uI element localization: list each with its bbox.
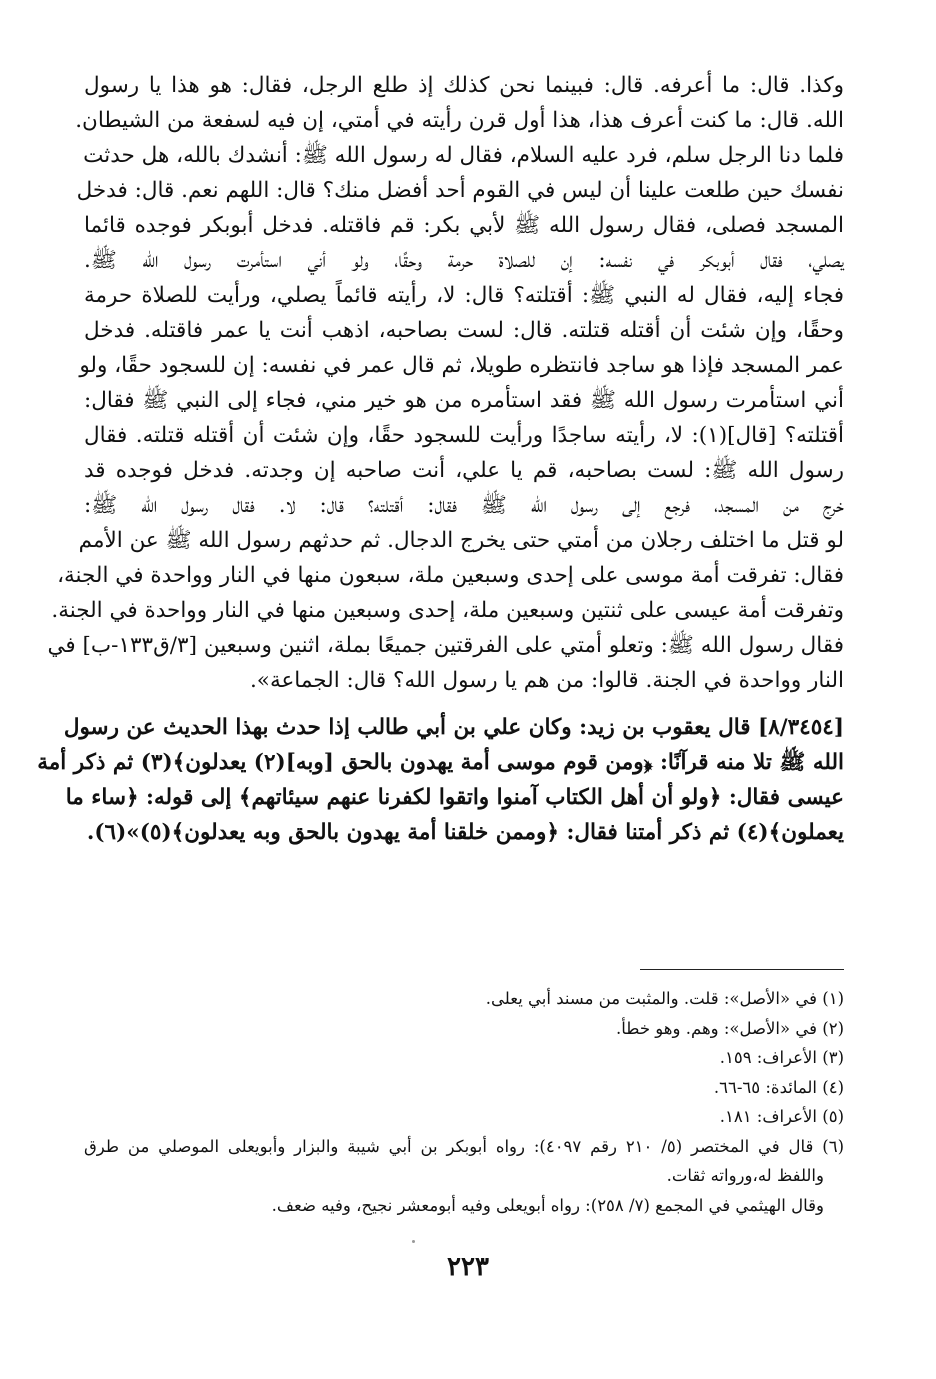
body-text-line: نفسك حين طلعت علينا أن ليس في القوم أحد أفضل منك؟ قال: اللهم نعم. قال: فدخل [76,178,844,203]
hadith-text-line: عيسى فقال: ﴿ولو أن أهل الكتاب آمنوا واتقوا لكفرنا عنهم سيئاتهم﴾ إلى قوله: ﴿ساء ما [65,785,844,810]
body-text-line: يصلي، فقال أبوبكر في نفسه: إن للصلاة حرمة وحقًا، ولو أني استأمرت رسول الله ﷺ. [84,248,844,273]
body-text-line: رسول الله ﷺ: لست بصاحبه، قم يا علي، أنت صاحبه إن وجدته. فدخل فوجده قد [84,458,844,483]
body-text-line: لو قتل ما اختلف رجلان من أمتي حتى يخرج الدجال. ثم حدثهم رسول الله ﷺ عن الأمم [78,528,844,553]
body-text-line: وكذا. قال: ما أعرفه. قال: فبينما نحن كذلك إذ طلع الرجل، فقال: هو هذا يا رسول [84,73,844,98]
footnote-line: وقال الهيثمي في المجمع (٧/ ٢٥٨): رواه أبويعلى وفيه أبومعشر نجيح، وفيه ضعف. [271,1195,824,1215]
body-text-line: النار وواحدة في الجنة. قالوا: من هم يا رسول الله؟ قال: الجماعة». [249,668,844,693]
body-text-line: خرج من المسجد، فرجع إلى رسول الله ﷺ فقال: أقتلته؟ قال: لا. فقال رسول الله ﷺ: [84,493,844,518]
footnote-line: (٤) المائدة: ٦٥-٦٦. [713,1077,844,1097]
body-text-line: أني استأمرت رسول الله ﷺ فقد استأمره من هو خير مني، فجاء إلى النبي ﷺ فقال: [84,388,844,413]
footnote-line: واللفظ له،ورواته ثقات. [666,1166,824,1185]
body-text-line: أقتلته؟ [قال](١): لا، رأيته ساجدًا ورأيت للسجود حقًا، وإن شئت أن أقتله قتلته. فقال [84,423,844,448]
body-text-line: وحقًا، وإن شئت أن أقتله قتلته. قال: لست بصاحبه، اذهب أنت يا عمر فاقتله. فدخل [84,318,844,343]
footnotes [84,984,844,1220]
body-text-line: وتفرقت أمة عيسى على ثنتين وسبعين ملة، إحدى وسبعين منها في النار وواحدة في الجنة. [51,598,844,623]
paragraph-gap [84,698,844,710]
body-text-line: فجاء إليه، فقال له النبي ﷺ: أقتلته؟ قال: لا، رأيته قائماً يصلي، ورأيت للصلاة حرمة [84,283,844,308]
body-text-line: فلما دنا الرجل سلم، فرد عليه السلام، فقال له رسول الله ﷺ: أنشدك بالله، هل حدثت [83,143,844,168]
body-text-line: فقال: تفرقت أمة موسى على إحدى وسبعين ملة، سبعون منها في النار وواحدة في الجنة، [57,563,844,588]
hadith-text-line: يعملون﴾(٤) ثم ذكر أمتنا فقال: ﴿وممن خلقنا أمة يهدون بالحق وبه يعدلون﴾(٥)»(٦). [86,820,844,845]
body-text-line: فقال رسول الله ﷺ: وتعلو أمتي على الفرقتين جميعًا بملة، اثنين وسبعين [٣/ق١٣٣-ب] في [47,633,844,658]
body-text-line: عمر المسجد فإذا هو ساجد فانتظره طويلا، ثم قال عمر في نفسه: إن للسجود حقًا، ولو [79,353,844,378]
scan-speck [412,1240,415,1243]
page-number: ٢٢٣ [447,1252,489,1282]
footnote-line: (١) في «الأصل»: قلت. والمثبت من مسند أبي يعلى. [485,989,844,1008]
footnote-line: (٦) قال في المختصر (٥/ ٢١٠ رقم ٤٠٩٧): رواه أبوبكر بن أبي شيبة والبزار وأبويعلى الموصلي من طرق [84,1136,844,1156]
footnote-line: (٢) في «الأصل»: وهم. وهو خطأ. [616,1018,844,1038]
footnote-line: (٣) الأعراف: ١٥٩. [719,1048,844,1067]
footnote-line: (٥) الأعراف: ١٨١. [719,1107,844,1126]
body-text-line: المسجد فصلى، فقال رسول الله ﷺ لأبي بكر: قم فاقتله. فدخل أبوبكر فوجده قائما [84,213,844,238]
footnote-separator [640,969,844,970]
main-text [37,68,844,850]
hadith-text-line: [٨/٣٤٥٤] قال يعقوب بن زيد: وكان علي بن أبي طالب إذا حدث بهذا الحديث عن رسول [63,715,844,740]
hadith-text-line: الله ﷺ تلا منه قرآنًا: ﴿ومن قوم موسى أمة يهدون بالحق [وبه](٢) يعدلون﴾(٣) ثم ذكر أمة [37,750,844,775]
body-text-line: الله. قال: ما كنت أعرف هذا، هذا أول قرن رأيته في أمتي، إن فيه لسفعة من الشيطان. [75,108,844,133]
